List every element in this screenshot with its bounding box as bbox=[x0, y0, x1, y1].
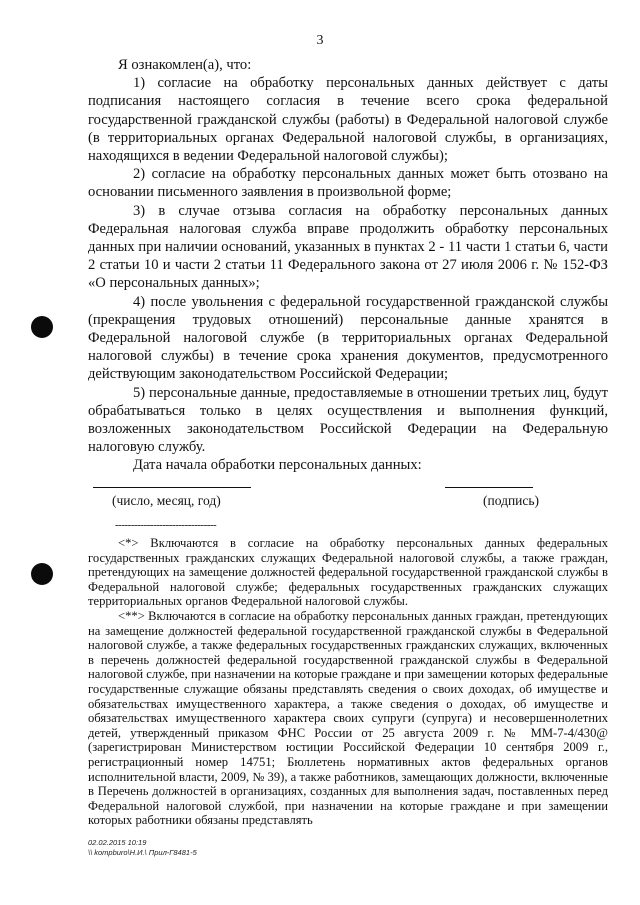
date-field-line bbox=[93, 487, 251, 488]
consent-item-2: 2) согласие на обработку персональных данных может быть отозвано на основании письменного заявления в произвольной форме; bbox=[88, 166, 608, 201]
signature-field-line bbox=[445, 487, 533, 488]
signature-caption: (подпись) bbox=[483, 493, 540, 508]
consent-item-3: 3) в случае отзыва согласия на обработку персональных данных Федеральная налоговая служба вправе продолжить обработку персональных данных при наличии оснований, указанных в пунктах 2 - 11 части 1 статьи 6, части 2 статьи 10 и части 2 статьи 11 Федерального закона от 27 июля 2006 г. № 152-ФЗ «О персональных данных»; bbox=[88, 202, 608, 292]
footnotes bbox=[88, 536, 608, 828]
punch-hole bbox=[31, 316, 53, 338]
footnote-1: <*> Включаются в согласие на обработку персональных данных федеральных государственных гражданских служащих Федеральной налоговой службы, а также граждан, претендующих на замещение должностей федеральной государственной гражданской службы в Федеральной налоговой службе; федеральных государственных гражданских служащих территориальных органов Федеральной налоговой службы. bbox=[88, 536, 608, 609]
intro-line: Я ознакомлен(а), что: bbox=[118, 57, 252, 73]
consent-item-4: 4) после увольнения с федеральной государственной гражданской службы (прекращения трудовых отношений) персональные данные хранятся в Федеральной налоговой службе (в территориальных органах Федеральной налоговой службы) в течение срока хранения документов, предусмотренного действующим законодательством Российской Федерации; bbox=[88, 293, 608, 383]
consent-item-1: 1) согласие на обработку персональных данных действует с даты подписания настоящего согласия в течение всего срока федеральной государственной гражданской службы (работы) в Федеральной налоговой службе (в территориальных органах Федеральной налоговой службы, в организациях, находящихся в ведении Федеральной налоговой службы); bbox=[88, 75, 608, 165]
start-date-label: Дата начала обработки персональных данных: bbox=[133, 457, 422, 474]
footnote-2: <**> Включаются в согласие на обработку персональных данных граждан, претендующих на замещение должностей федеральной государственной гражданской службы в Федеральной налоговой службе, а также федеральных государственных гражданских служащих, включенных в перечень должностей федеральной государственной гражданской службы в Федеральной налоговой службе, при назначении на которые граждане и при замещении которых федеральные государственные служащие обязаны представлять сведения о своих доходах, об имуществе и обязательствах имущественного характера, а также сведения о доходах, об имуществе и обязательствах имущественного характера своих супруги (супруга) и несовершеннолетних детей, утвержденный приказом ФНС России от 25 августа 2009 г. № ММ-7-4/430@ (зарегистрирован Министерством юстиции Российской Федерации 10 сентября 2009 г., регистрационный номер 14751; Бюллетень нормативных актов федеральных органов исполнительной власти, 2009, № 39), а также работников, замещающих должности, включенные в Перечень должностей в организациях, созданных для выполнения задач, поставленных перед Федеральной налоговой службой, при назначении на которые граждане и при замещении которых работники обязаны представлять bbox=[88, 608, 608, 828]
punch-hole bbox=[31, 563, 53, 585]
footer-file-path: \\ kompburo\Н.И.\ Прил-Г8481-5 bbox=[88, 848, 197, 857]
footnote-separator: -------------------------------- bbox=[115, 519, 217, 531]
page-number: 3 bbox=[316, 33, 324, 48]
consent-item-5: 5) персональные данные, предоставляемые в отношении третьих лиц, будут обрабатываться только в целях осуществления и выполнения функций, возложенных законодательством Российской Федерации на Федеральную налоговую службу. bbox=[88, 384, 608, 456]
footer-timestamp: 02.02.2015 10:19 bbox=[88, 838, 147, 847]
date-caption: (число, месяц, год) bbox=[112, 493, 221, 508]
print-footer bbox=[88, 838, 197, 858]
consent-body bbox=[88, 56, 608, 475]
